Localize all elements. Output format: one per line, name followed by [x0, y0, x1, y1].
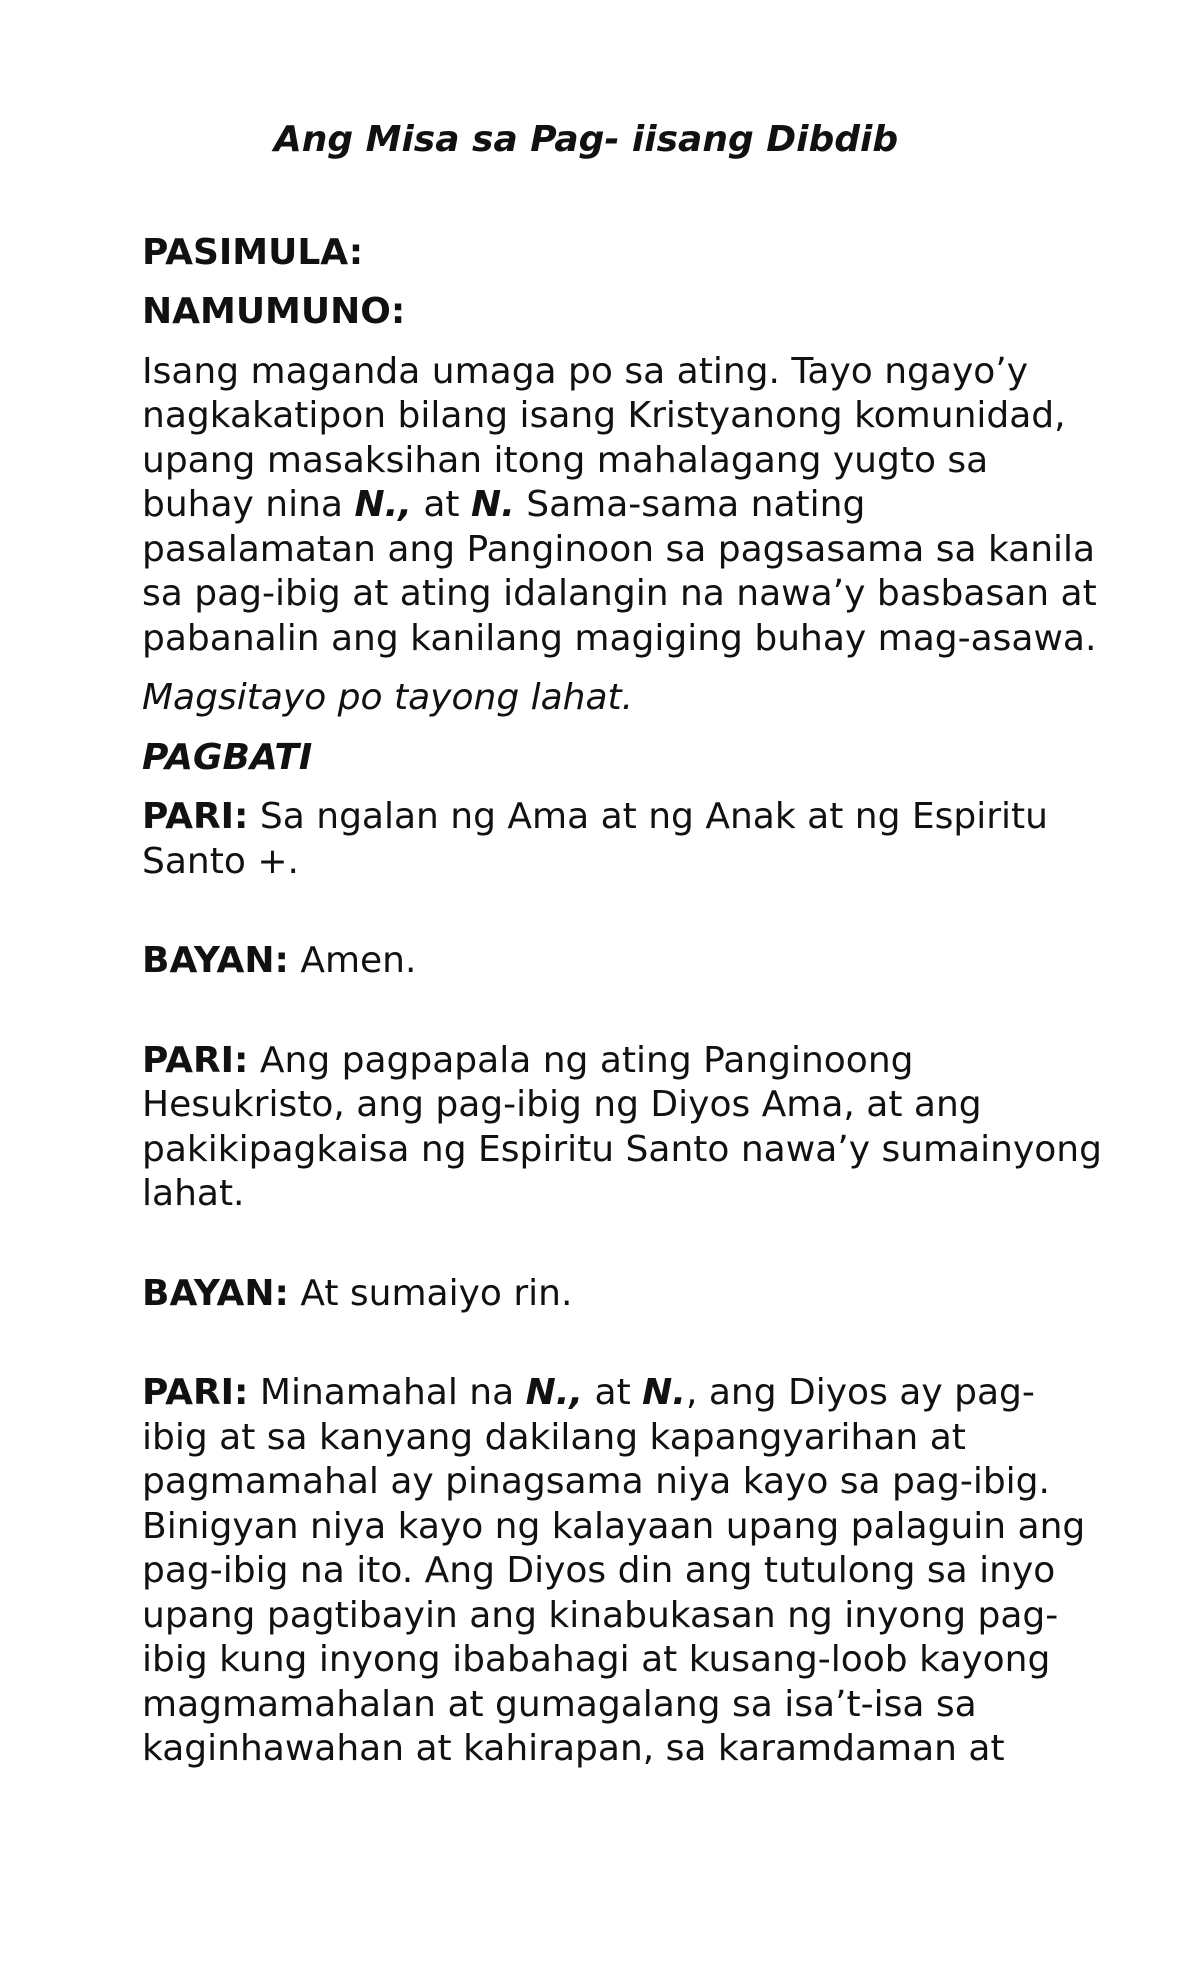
- placeholder-name-1: N.,: [354, 484, 412, 525]
- document-title: Ang Misa sa Pag- iisang Dibdib: [273, 119, 899, 160]
- speaker-label-pari: PARI:: [142, 1039, 249, 1081]
- section-heading-pasimula: PASIMULA:: [142, 231, 364, 273]
- dialogue-text: At sumaiyo rin.: [288, 1272, 573, 1314]
- dialogue-pari-3: [142, 1371, 1102, 1772]
- speaker-label-bayan: BAYAN:: [142, 940, 289, 981]
- section-heading-pagbati: PAGBATI: [142, 736, 313, 778]
- speaker-label-pari: PARI:: [142, 1372, 249, 1413]
- dialogue-bayan-1: [142, 939, 1102, 984]
- intro-text-part1: Isang maganda umaga po sa ating. Tayo ngayo’y nagkakatipon bilang isang Kristyanong komunidad, upang masaksihan itong mahalagang yugto sa buhay nina: [142, 350, 1066, 525]
- instruction-text: Magsitayo po tayong lahat.: [142, 677, 634, 718]
- dialogue-text: Sa ngalan ng Ama at ng Anak at ng Espiritu Santo +.: [142, 796, 1048, 882]
- dialogue-text: Amen.: [288, 940, 417, 981]
- intro-text-mid: at: [411, 484, 471, 525]
- dialogue-pari-2: [142, 1039, 1102, 1217]
- dialogue-text-a: Minamahal na: [248, 1372, 526, 1413]
- intro-paragraph: [142, 350, 1102, 662]
- speaker-label-pari: PARI:: [142, 796, 249, 837]
- dialogue-bayan-2: [142, 1272, 1102, 1317]
- dialogue-text-c: , ang Diyos ay pag- ibig at sa kanyang dakilang kapangyarihan at pagmamahal ay pinagsama niya kayo sa pag-ibig. Binigyan niya kayo ng kalayaan upang palaguin ang pag-ibig na ito. Ang Diyos din ang tutulong sa inyo upang pagtibayin ang kinabukasan ng inyong pag-ibig kung inyong ibabahagi at kusang-loob kayong magmamahalan at gumagalang sa isa’t-isa sa kaginhawahan at kahirapan, sa karamdaman at: [142, 1372, 1086, 1769]
- document-page: [142, 118, 1102, 1787]
- placeholder-name-2: N.: [470, 484, 515, 525]
- dialogue-text: Ang pagpapala ng ating Panginoong Hesukristo, ang pag-ibig ng Diyos Ama, at ang pakikipagkaisa ng Espiritu Santo nawa’y sumainyong lahat.: [142, 1039, 1102, 1214]
- dialogue-text-b: at: [583, 1372, 643, 1413]
- dialogue-pari-1: [142, 795, 1102, 884]
- intro-text-part2: Sama-sama nating pasalamatan ang Panginoon sa pagsasama sa kanila sa pag-ibig at ating idalangin na nawa’y basbasan at pabanalin ang kanilang magiging buhay mag-asawa.: [142, 484, 1097, 659]
- speaker-label-bayan: BAYAN:: [142, 1272, 289, 1314]
- placeholder-name-1: N.,: [525, 1372, 584, 1413]
- placeholder-name-2: N.: [642, 1372, 686, 1413]
- speaker-heading-namumuno: NAMUMUNO:: [142, 291, 406, 332]
